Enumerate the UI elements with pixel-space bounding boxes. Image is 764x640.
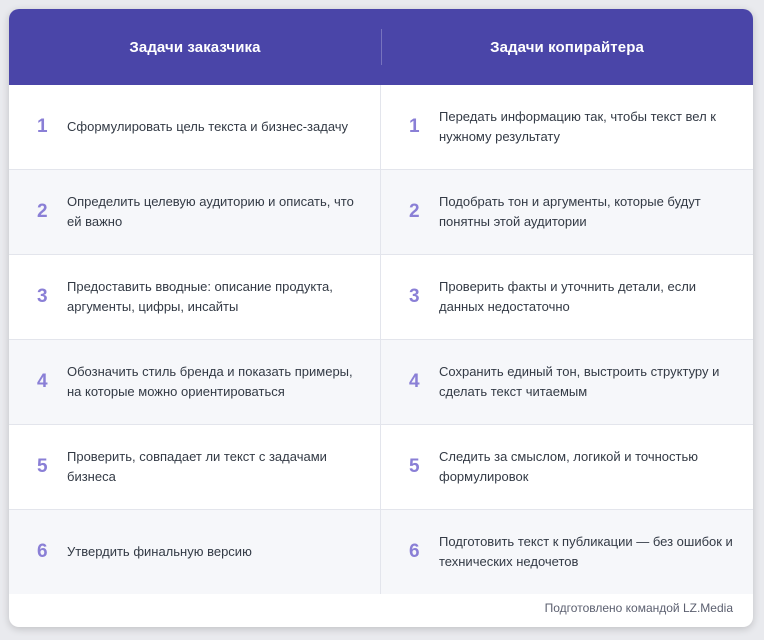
copywriter-task-cell — [381, 425, 753, 509]
client-task-text: Обозначить стиль бренда и показать примеры, на которые можно ориентироваться — [67, 364, 353, 399]
copywriter-task-text: Передать информацию так, чтобы текст вел к нужному результату — [439, 109, 716, 144]
client-task-text: Определить целевую аудиторию и описать, что ей важно — [67, 194, 354, 229]
row-number: 4 — [37, 371, 48, 392]
table-row — [9, 425, 753, 510]
copywriter-task-text: Сохранить единый тон, выстроить структуру и сделать текст читаемым — [439, 364, 720, 399]
client-column-title: Задачи заказчика — [129, 38, 261, 56]
table-header — [9, 9, 753, 85]
client-task-cell — [9, 255, 381, 339]
client-task-text: Проверить, совпадает ли текст с задачами бизнеса — [67, 449, 327, 484]
table-row — [9, 340, 753, 425]
copywriter-task-cell — [381, 510, 753, 594]
client-task-cell — [9, 510, 381, 594]
copywriter-task-cell — [381, 85, 753, 169]
table-row — [9, 170, 753, 255]
client-task-cell — [9, 85, 381, 169]
copywriter-task-text: Подготовить текст к публикации — без ошибок и технических недочетов — [439, 534, 733, 569]
row-number: 5 — [409, 456, 420, 477]
table-row — [9, 85, 753, 170]
row-number: 2 — [37, 201, 48, 222]
client-task-text: Утвердить финальную версию — [67, 544, 252, 559]
row-number: 4 — [409, 371, 420, 392]
client-task-text: Предоставить вводные: описание продукта, аргументы, цифры, инсайты — [67, 279, 333, 314]
copywriter-task-cell — [381, 170, 753, 254]
comparison-table-card — [9, 9, 753, 627]
row-number: 1 — [37, 116, 48, 137]
client-task-cell — [9, 340, 381, 424]
copywriter-task-text: Подобрать тон и аргументы, которые будут понятны этой аудитории — [439, 194, 701, 229]
row-number: 3 — [409, 286, 420, 307]
client-task-cell — [9, 170, 381, 254]
table-row — [9, 510, 753, 594]
copywriter-task-cell — [381, 340, 753, 424]
copywriter-task-text: Следить за смыслом, логикой и точностью формулировок — [439, 449, 698, 484]
header-divider — [381, 29, 382, 65]
row-number: 2 — [409, 201, 420, 222]
row-number: 1 — [409, 116, 420, 137]
row-number: 6 — [409, 541, 420, 562]
copywriter-task-cell — [381, 255, 753, 339]
row-number: 3 — [37, 286, 48, 307]
table-row — [9, 255, 753, 340]
row-number: 6 — [37, 541, 48, 562]
row-number: 5 — [37, 456, 48, 477]
client-task-text: Сформулировать цель текста и бизнес-задачу — [67, 119, 349, 134]
footer-credit: Подготовлено командой LZ.Media — [544, 601, 733, 615]
copywriter-column-title: Задачи копирайтера — [490, 38, 644, 56]
copywriter-task-text: Проверить факты и уточнить детали, если данных недостаточно — [439, 279, 697, 314]
client-task-cell — [9, 425, 381, 509]
